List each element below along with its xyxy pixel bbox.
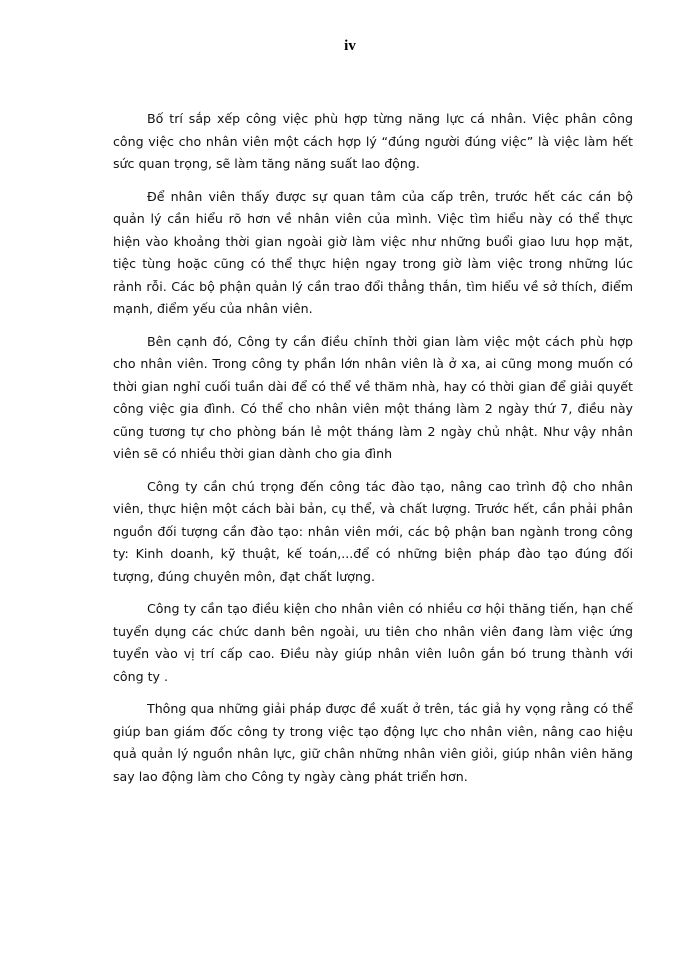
paragraph-working-time: Bên cạnh đó, Công ty cần điều chỉnh thời gian làm việc một cách phù hợp cho nhân viên. Trong công ty phần lớn nhân viên là ở xa, ai cũng mong muốn có thời gian nghỉ cuối tuần dài để có thể về thăm nhà, hay có thời gian để giải quyết công việc gia đình. Có thể cho nhân viên một tháng làm 2 ngày thứ 7, điều này cũng tương tự cho phòng bán lẻ một tháng làm 2 ngày chủ nhật. Như vậy nhân viên sẽ có nhiều thời gian dành cho gia đình (113, 333, 633, 461)
paragraph-training: Công ty cần chú trọng đến công tác đào tạo, nâng cao trình độ cho nhân viên, thực hiện một cách bài bản, cụ thể, và chất lượng. Trước hết, cần phải phân nguồn đối tượng cần đào tạo: nhân viên mới, các bộ phận ban ngành trong công ty: Kinh doanh, kỹ thuật, kế toán,...để có những biện pháp đào tạo đúng đối tượng, đúng chuyên môn, đạt chất lượng. (113, 478, 633, 584)
document-body (113, 108, 633, 798)
paragraph-job-assignment: Bố trí sắp xếp công việc phù hợp từng năng lực cá nhân. Việc phân công công việc cho nhân viên một cách hợp lý “đúng người đúng việc” là việc làm hết sức quan trọng, sẽ làm tăng năng suất lao động. (113, 111, 633, 171)
paragraph-manager-understanding: Để nhân viên thấy được sự quan tâm của cấp trên, trước hết các cán bộ quản lý cần hiểu rõ hơn về nhân viên của mình. Việc tìm hiểu này có thể thực hiện vào khoảng thời gian ngoài giờ làm việc như những buổi giao lưu họp mặt, tiệc tùng hoặc cũng có thể thực hiện ngay trong giờ làm việc trong những lúc rảnh rỗi. Các bộ phận quản lý cần trao đổi thẳng thắn, tìm hiểu về sở thích, điểm mạnh, điểm yếu của nhân viên. (113, 188, 633, 316)
page-number: iv (344, 38, 356, 54)
paragraph-conclusion: Thông qua những giải pháp được đề xuất ở trên, tác giả hy vọng rằng có thể giúp ban giám đốc công ty trong việc tạo động lực cho nhân viên, nâng cao hiệu quả quản lý nguồn nhân lực, giữ chân những nhân viên giỏi, giúp nhân viên hăng say lao động làm cho Công ty ngày càng phát triển hơn. (113, 701, 633, 784)
paragraph-promotion: Công ty cần tạo điều kiện cho nhân viên có nhiều cơ hội thăng tiến, hạn chế tuyển dụng các chức danh bên ngoài, ưu tiên cho nhân viên đang làm việc ứng tuyển vào vị trí cấp cao. Điều này giúp nhân viên luôn gắn bó trung thành với công ty . (113, 601, 633, 684)
